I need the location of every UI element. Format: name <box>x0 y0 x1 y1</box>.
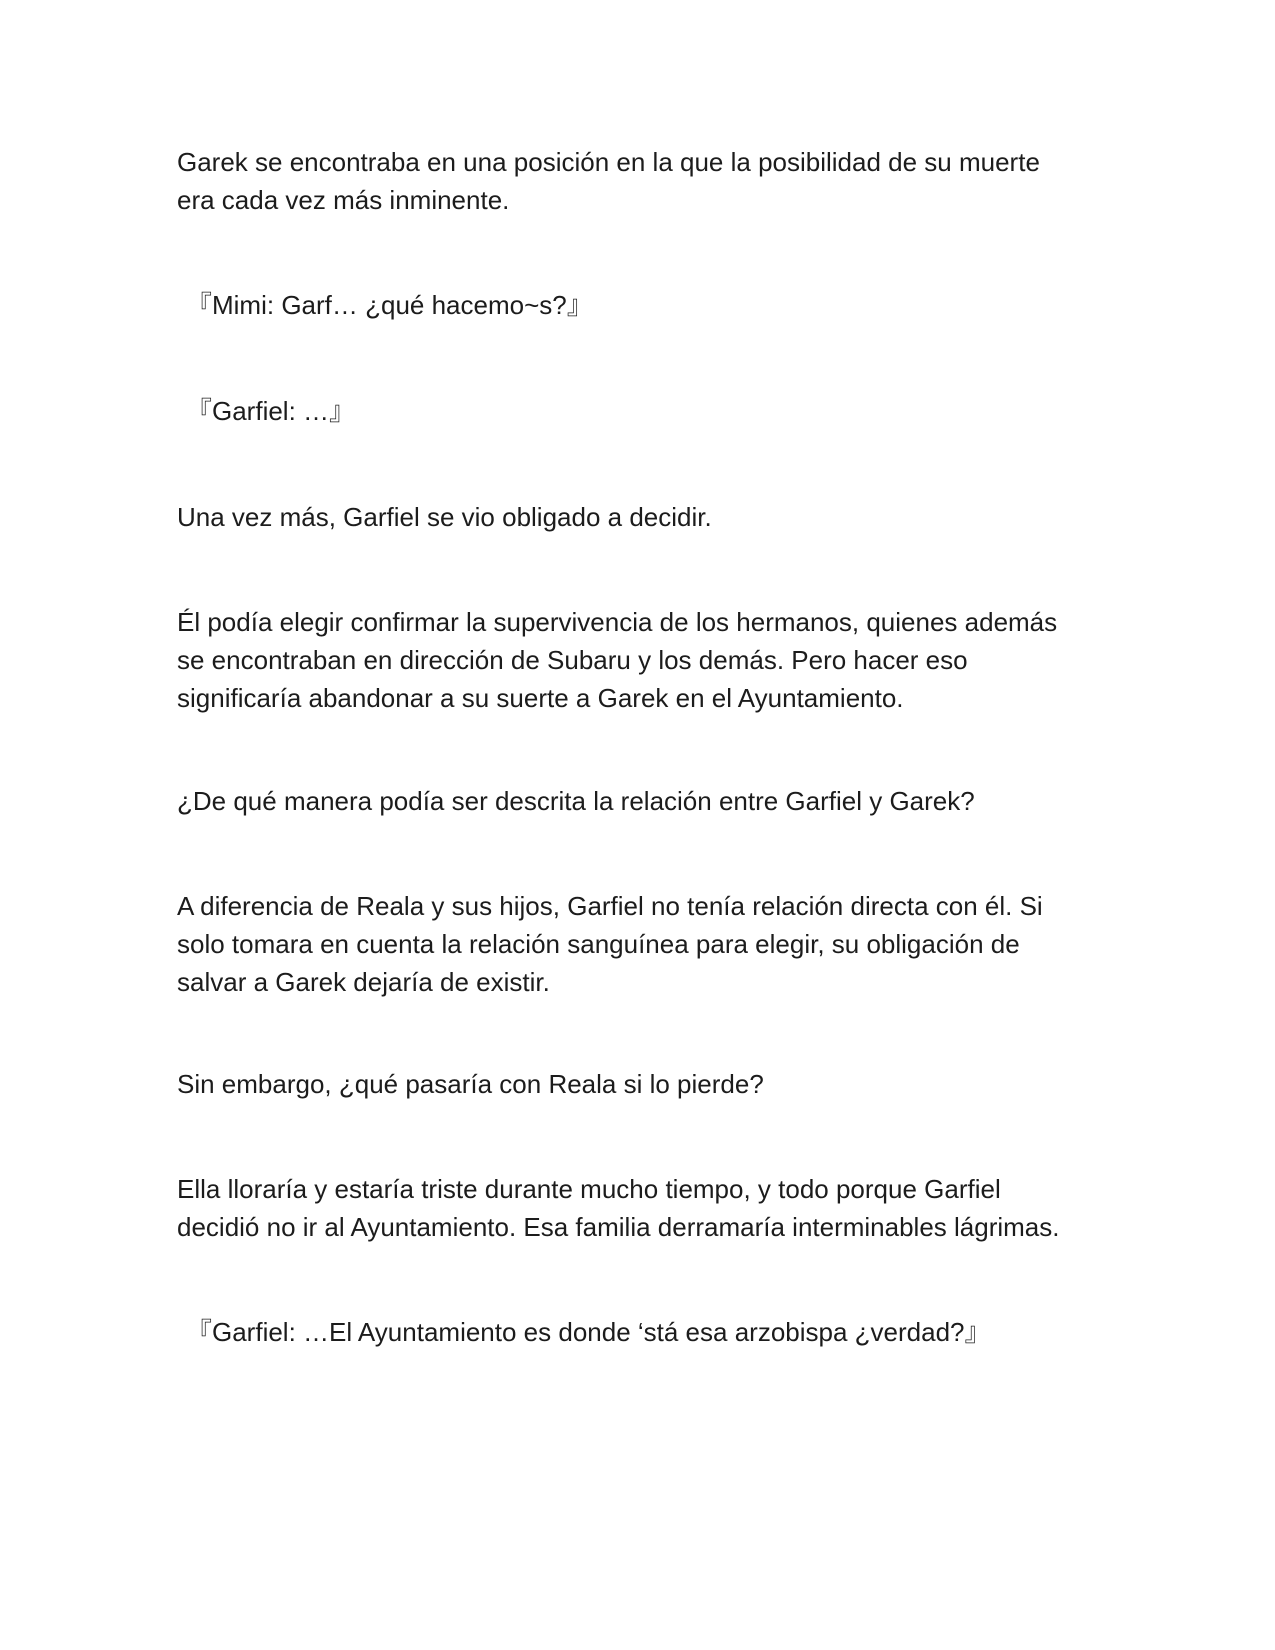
dialogue-garfiel-silence <box>186 392 1116 430</box>
text-line: era cada vez más inminente. <box>177 185 510 215</box>
text-line: Garek se encontraba en una posición en la que la posibilidad de su muerte <box>177 147 1040 177</box>
dialogue-garfiel-ayuntamiento <box>186 1313 1116 1351</box>
text-line: se encontraban en dirección de Subaru y los demás. Pero hacer eso <box>177 645 968 675</box>
text-line: Una vez más, Garfiel se vio obligado a decidir. <box>177 502 712 532</box>
dialogue-line: 『Garfiel: …El Ayuntamiento es donde ‘stá esa arzobispa ¿verdad?』 <box>186 1317 991 1347</box>
text-line: A diferencia de Reala y sus hijos, Garfiel no tenía relación directa con él. Si <box>177 891 1043 921</box>
paragraph-confirm-survival <box>177 603 1107 717</box>
text-line: Ella lloraría y estaría triste durante mucho tiempo, y todo porque Garfiel <box>177 1174 1001 1204</box>
text-line: ¿De qué manera podía ser descrita la relación entre Garfiel y Garek? <box>177 786 975 816</box>
dialogue-line: 『Garfiel: …』 <box>186 396 356 426</box>
paragraph-garfiel-decide <box>177 498 1107 536</box>
text-line: solo tomara en cuenta la relación sanguínea para elegir, su obligación de <box>177 929 1020 959</box>
dialogue-line: 『Mimi: Garf… ¿qué hacemo~s?』 <box>186 290 593 320</box>
text-line: Él podía elegir confirmar la supervivencia de los hermanos, quienes además <box>177 607 1058 637</box>
dialogue-mimi <box>186 286 1116 324</box>
text-line: salvar a Garek dejaría de existir. <box>177 967 550 997</box>
paragraph-reala-question <box>177 1065 1107 1103</box>
text-line: significaría abandonar a su suerte a Garek en el Ayuntamiento. <box>177 683 904 713</box>
paragraph-garek-position <box>177 143 1107 219</box>
text-line: decidió no ir al Ayuntamiento. Esa familia derramaría interminables lágrimas. <box>177 1212 1060 1242</box>
paragraph-reala-cries <box>177 1170 1107 1246</box>
paragraph-relation-question <box>177 782 1107 820</box>
text-line: Sin embargo, ¿qué pasaría con Reala si lo pierde? <box>177 1069 764 1099</box>
paragraph-no-direct-relation <box>177 887 1107 1001</box>
